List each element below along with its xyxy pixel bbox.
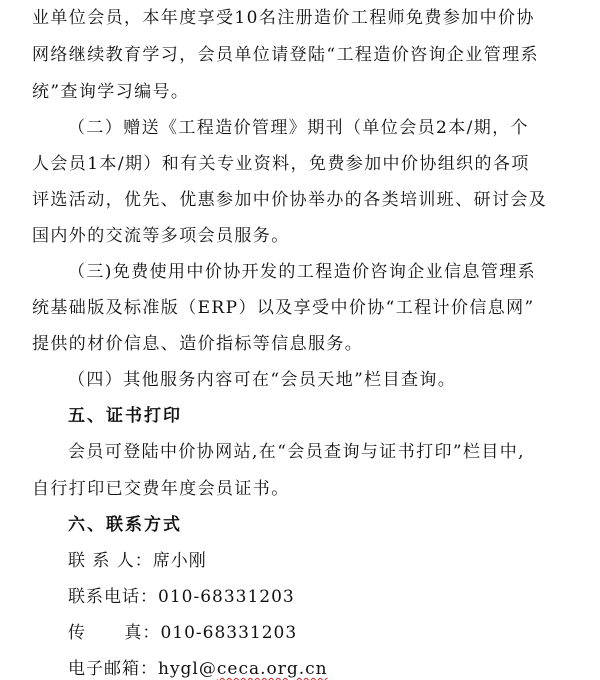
email-domain: ceca.org.cn [216, 659, 328, 679]
email-row [68, 659, 570, 679]
paragraph-line: 提供的材价信息、造价指标等信息服务。 [32, 334, 364, 354]
email-label: 电子邮箱： [68, 659, 158, 679]
email-user: hygl@ [158, 659, 217, 679]
section-heading-contact: 六、联系方式 [68, 515, 182, 535]
paragraph-line: （四）其他服务内容可在“会员天地”栏目查询。 [68, 370, 457, 390]
paragraph-line: 会员可登陆中价协网站,在“会员查询与证书打印”栏目中, [68, 442, 525, 462]
paragraph-line: 业单位会员，本年度享受10名注册造价工程师免费参加中价协 [32, 8, 535, 28]
fax-label: 传 真： [68, 623, 161, 643]
fax-row [68, 623, 570, 643]
phone-label: 联系电话： [68, 587, 158, 607]
contact-person-value: 席小刚 [152, 551, 207, 571]
paragraph-line: 人会员1本/期）和有关专业资料，免费参加中价协组织的各项 [32, 154, 530, 174]
paragraph-line: （二）赠送《工程造价管理》期刊（单位会员2本/期，个 [68, 118, 529, 138]
contact-person-label: 联 系 人： [68, 551, 153, 571]
paragraph-line: （三)免费使用中价协开发的工程造价咨询企业信息管理系 [68, 262, 537, 282]
phone-value: 010-68331203 [158, 587, 295, 607]
paragraph-line: 国内外的交流等多项会员服务。 [32, 226, 290, 246]
contact-person-row [68, 551, 570, 571]
section-heading-certificate: 五、证书打印 [68, 406, 182, 426]
paragraph-line: 自行打印已交费年度会员证书。 [32, 479, 290, 499]
paragraph-line: 网络继续教育学习，会员单位请登陆“工程造价咨询企业管理系 [32, 45, 539, 65]
paragraph-line: 统”查询学习编号。 [32, 82, 190, 102]
phone-row [68, 587, 570, 607]
paragraph-line: 统基础版及标准版（ERP）以及享受中价协“工程计价信息网” [32, 298, 535, 318]
paragraph-line: 评选活动，优先、优惠参加中价协举办的各类培训班、研讨会及 [32, 190, 548, 210]
fax-value: 010-68331203 [160, 623, 298, 643]
